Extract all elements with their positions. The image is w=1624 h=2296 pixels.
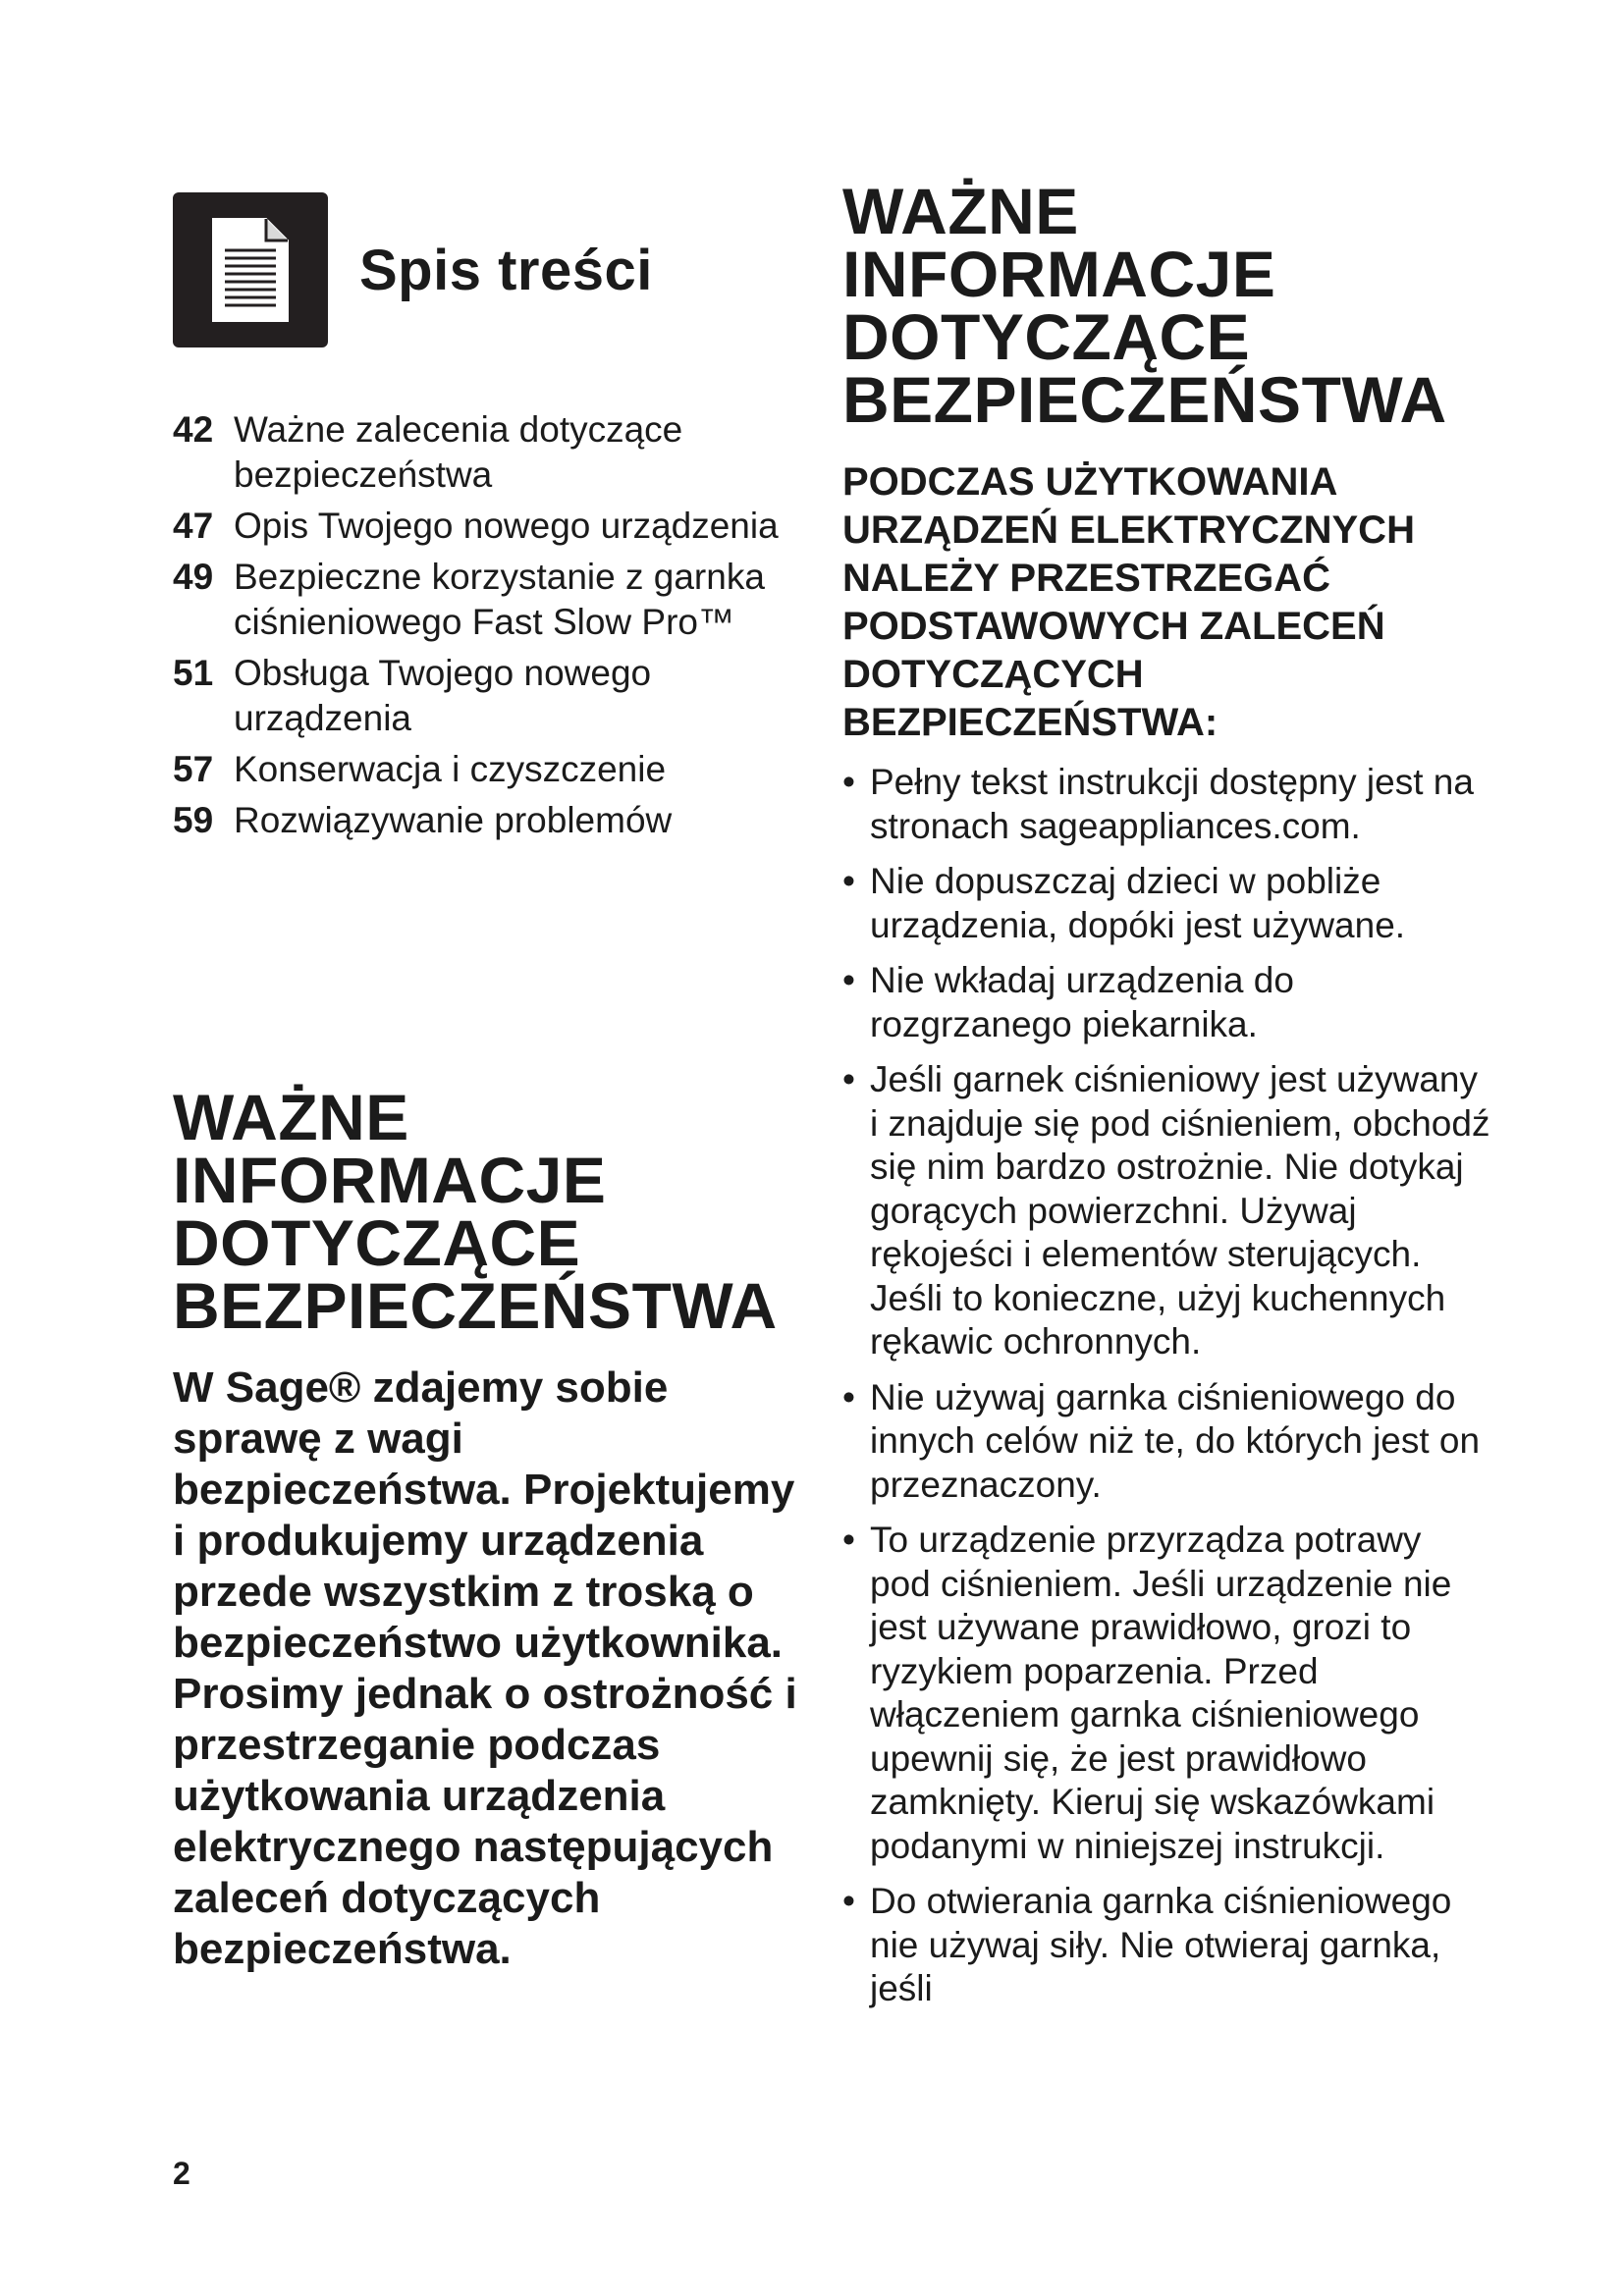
- bullet-text: Pełny tekst instrukcji dostępny jest na stronach sageappliances.com.: [870, 762, 1474, 846]
- toc-page-number: 59: [173, 800, 214, 840]
- toc-entry[interactable]: [173, 407, 801, 498]
- right-column: [842, 175, 1490, 2023]
- bullet-icon: •: [842, 861, 855, 901]
- bullet-text: Nie wkładaj urządzenia do rozgrzanego piekarnika.: [870, 960, 1294, 1044]
- toc-entry[interactable]: [173, 504, 801, 549]
- document-icon: [173, 192, 328, 347]
- bullet-text: Do otwierania garnka ciśnieniowego nie używaj siły. Nie otwieraj garnka, jeśli: [870, 1881, 1452, 2008]
- safety-subheading: PODCZAS UŻYTKOWANIA URZĄDZEŃ ELEKTRYCZNYCH NALEŻY PRZESTRZEGAĆ PODSTAWOWYCH ZALECEŃ DOTYCZĄCYCH BEZPIECZEŃSTWA:: [842, 460, 1415, 744]
- toc-page-number: 42: [173, 409, 214, 450]
- toc-entry-text: Obsługa Twojego nowego urządzenia: [234, 653, 652, 738]
- toc-entry-text: Bezpieczne korzystanie z garnka ciśnieniowego Fast Slow Pro™: [234, 557, 765, 642]
- list-item: [842, 1058, 1490, 1364]
- safety-heading-right: WAŻNE INFORMACJE DOTYCZĄCE BEZPIECZEŃSTWA: [842, 175, 1447, 436]
- list-item: [842, 959, 1490, 1046]
- toc-entry-text: Konserwacja i czyszczenie: [234, 749, 667, 789]
- bullet-icon: •: [842, 1059, 855, 1099]
- page-number: 2: [173, 2156, 190, 2191]
- toc-list: [173, 407, 801, 843]
- bullet-text: To urządzenie przyrządza potrawy pod ciśnieniem. Jeśli urządzenie nie jest używane prawidłowo, grozi to ryzykiem poparzenia. Przed włączeniem garnka ciśnieniowego upewnij się, że jest prawidłowo zamknięty. Kieruj się wskazówkami podanymi w niniejszej instrukcji.: [870, 1520, 1452, 1866]
- toc-entry[interactable]: [173, 651, 801, 741]
- toc-entry-text: Rozwiązywanie problemów: [234, 800, 673, 840]
- toc-entry[interactable]: [173, 798, 801, 843]
- bullet-icon: •: [842, 762, 855, 802]
- bullet-icon: •: [842, 1520, 855, 1560]
- toc-title: Spis treści: [359, 238, 653, 302]
- left-column: [173, 191, 801, 1975]
- list-item: [842, 1519, 1490, 1868]
- safety-heading-left: WAŻNE INFORMACJE DOTYCZĄCE BEZPIECZEŃSTWA: [173, 1081, 778, 1342]
- toc-page-number: 47: [173, 506, 214, 546]
- bullet-text: Jeśli garnek ciśnieniowy jest używany i znajduje się pod ciśnieniem, obchodź się nim bardzo ostrożnie. Nie dotykaj gorących powierzchni. Używaj rękojeści i elementów sterujących. Jeśli to konieczne, użyj kuchennych rękawic ochronnych.: [870, 1059, 1490, 1362]
- list-item: [842, 860, 1490, 947]
- list-item: [842, 1376, 1490, 1508]
- bullet-text: Nie dopuszczaj dzieci w pobliże urządzenia, dopóki jest używane.: [870, 861, 1406, 945]
- safety-intro: W Sage® zdajemy sobie sprawę z wagi bezpieczeństwa. Projektujemy i produkujemy urządzenia przede wszystkim z troską o bezpieczeństwo użytkownika. Prosimy jednak o ostrożność i przestrzeganie podczas użytkowania urządzenia elektrycznego następujących zaleceń dotyczących bezpieczeństwa.: [173, 1363, 797, 1973]
- bullet-icon: •: [842, 1881, 855, 1921]
- toc-entry-text: Opis Twojego nowego urządzenia: [234, 506, 779, 546]
- safety-bullet-list: [842, 761, 1490, 2011]
- bullet-text: Nie używaj garnka ciśnieniowego do innych celów niż te, do których jest on przeznaczony.: [870, 1376, 1481, 1505]
- toc-header: [173, 191, 801, 348]
- bullet-icon: •: [842, 960, 855, 1000]
- toc-page-number: 51: [173, 653, 214, 693]
- toc-entry-text: Ważne zalecenia dotyczące bezpieczeństwa: [234, 409, 683, 495]
- toc-page-number: 49: [173, 557, 214, 597]
- toc-entry[interactable]: [173, 555, 801, 645]
- toc-page-number: 57: [173, 749, 214, 789]
- bullet-icon: •: [842, 1376, 855, 1417]
- list-item: [842, 761, 1490, 848]
- toc-entry[interactable]: [173, 747, 801, 792]
- list-item: [842, 1880, 1490, 2011]
